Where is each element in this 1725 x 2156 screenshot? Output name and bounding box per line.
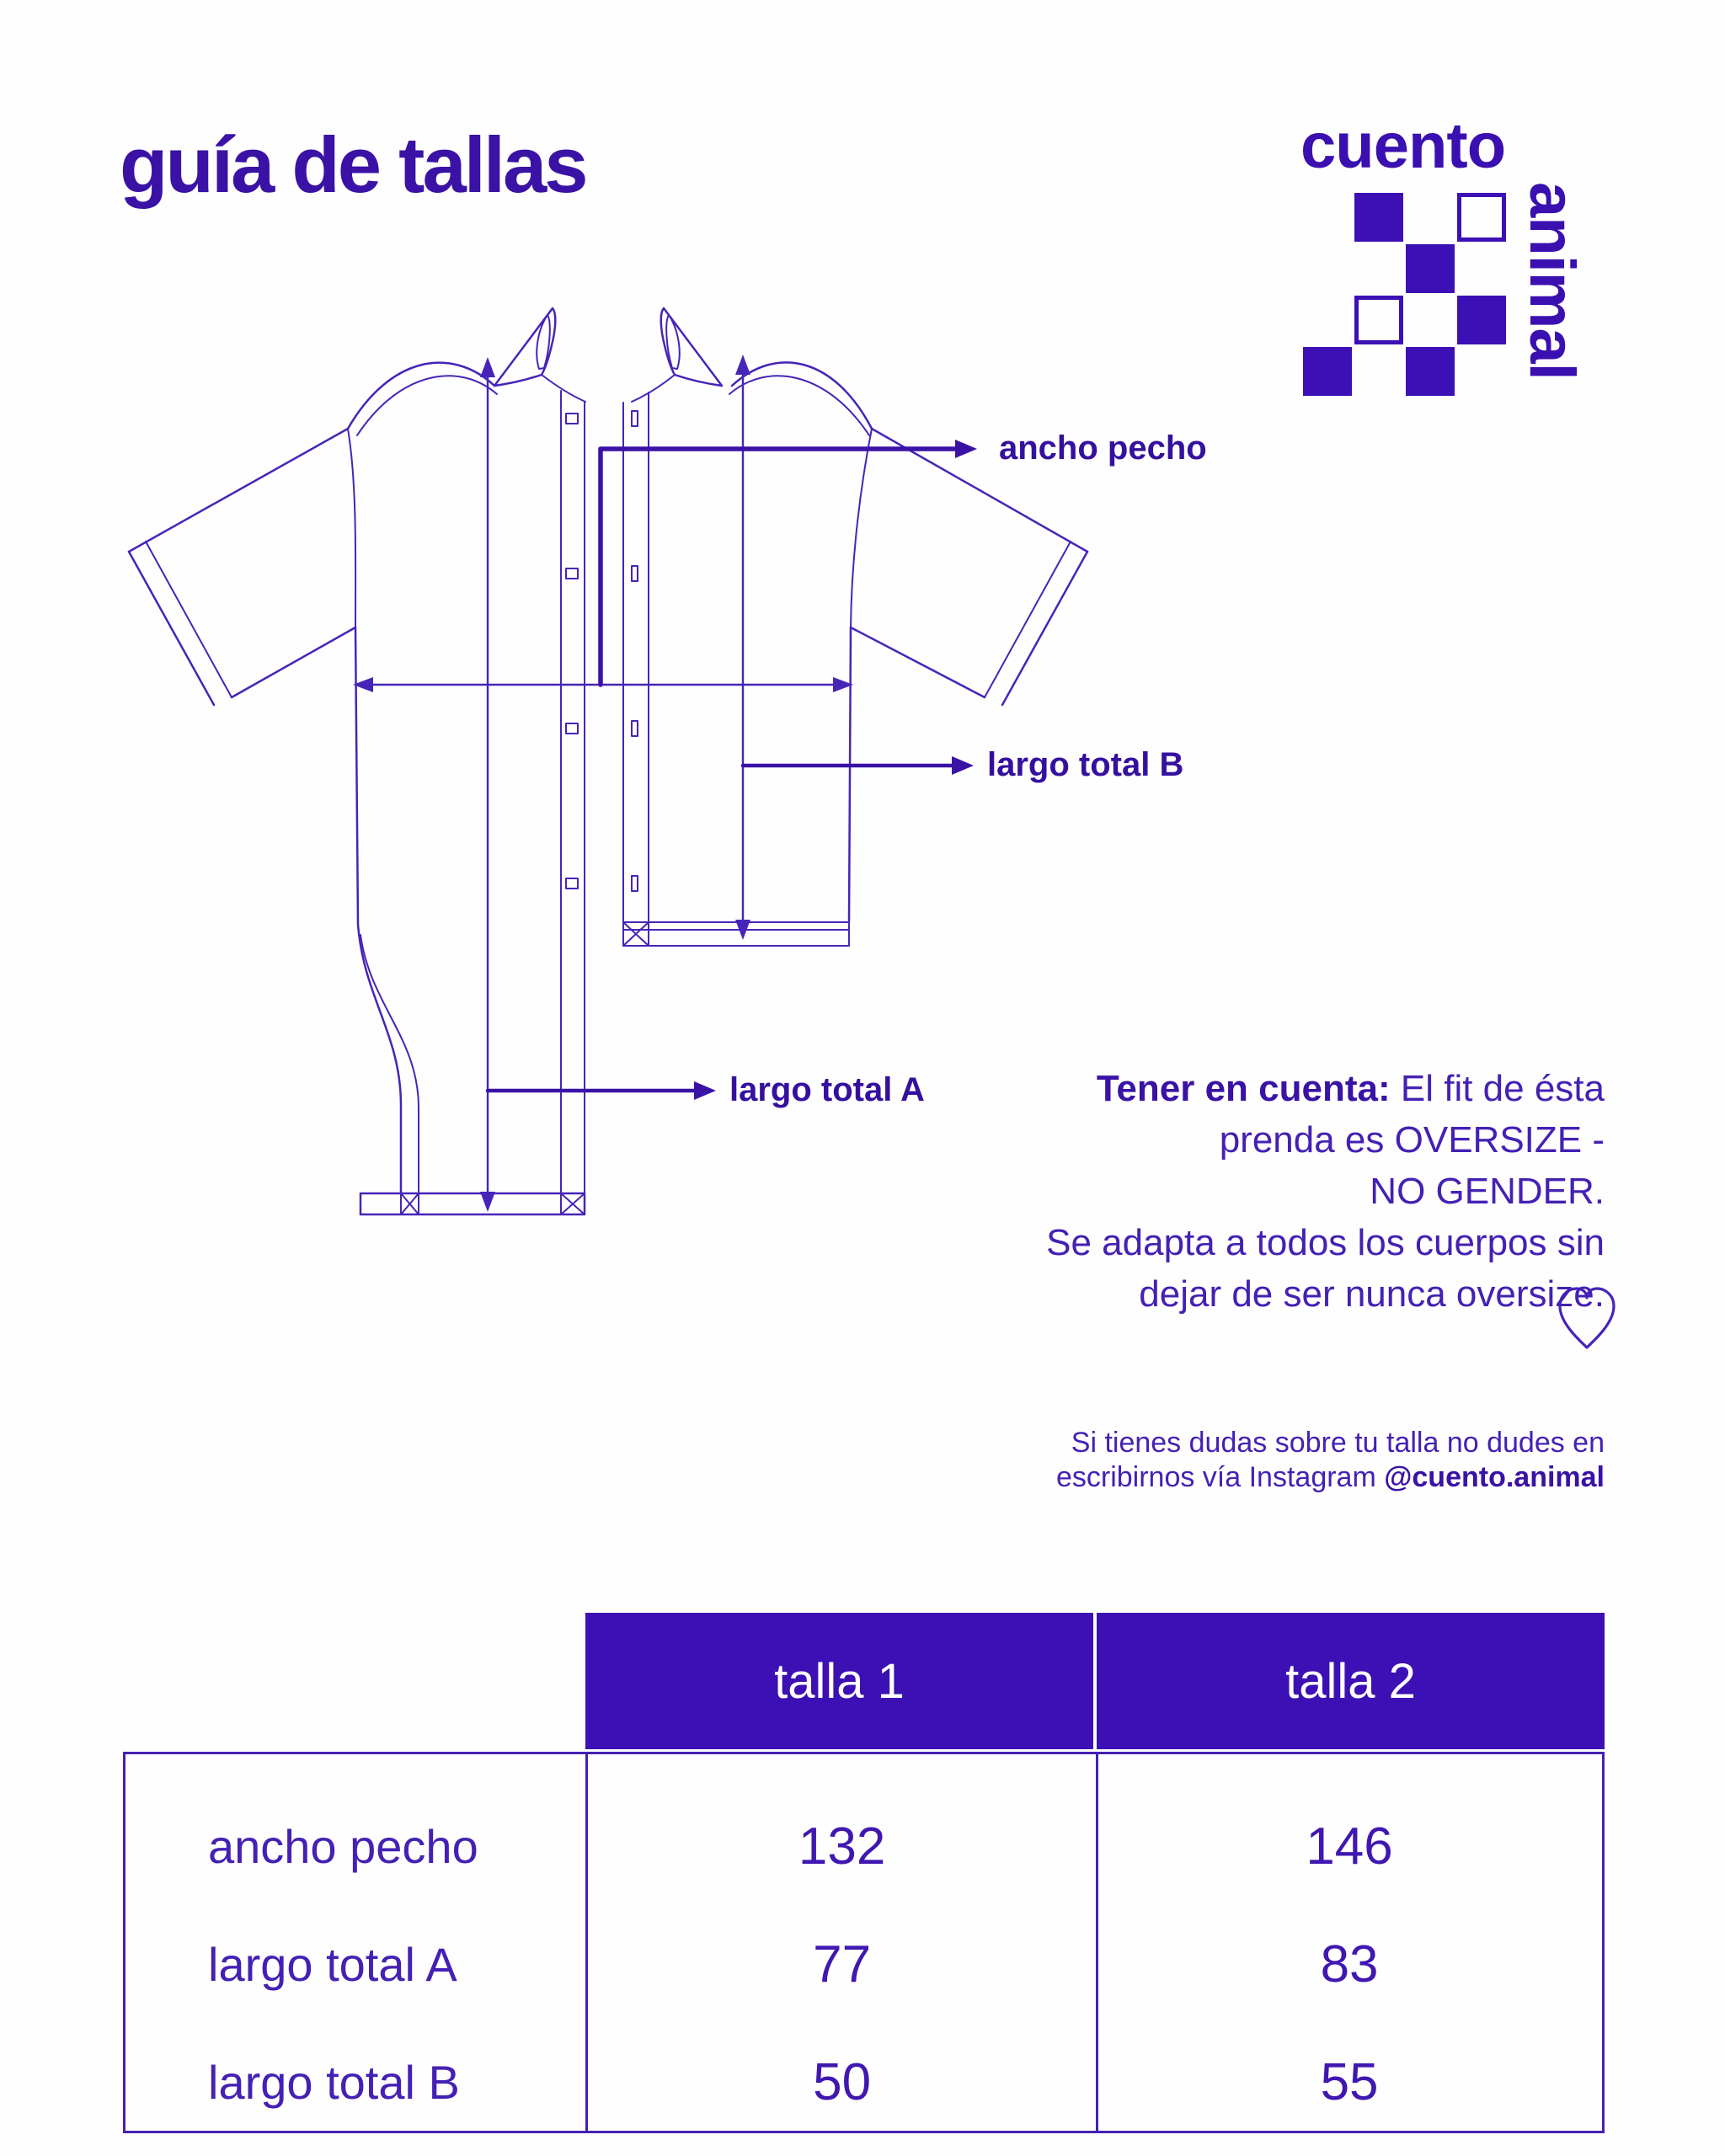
contact-line [927, 1460, 1605, 1495]
row-value-talla1: 132 [798, 1817, 886, 1876]
logo-square-filled [1303, 347, 1352, 396]
table-row [126, 2044, 1602, 2120]
page-title: guía de tallas [120, 120, 586, 209]
note-line: dejar de ser nunca oversize. [1139, 1273, 1605, 1315]
note-line: NO GENDER. [1370, 1171, 1605, 1212]
note-line: Se adapta a todos los cuerpos sin [1046, 1222, 1605, 1263]
shirt-left-panel [129, 308, 585, 1214]
buttonhole-icons [632, 411, 638, 891]
button-icons [566, 414, 578, 889]
table-body [123, 1752, 1605, 2133]
table-row [126, 1926, 1602, 2002]
logo-square-filled [1354, 193, 1403, 242]
row-label: ancho pecho [208, 1819, 478, 1873]
row-value-talla1: 77 [813, 1935, 872, 1993]
instagram-handle[interactable]: @cuento.animal [1384, 1461, 1605, 1493]
row-value-talla2: 146 [1306, 1817, 1393, 1876]
logo-square-outline [1354, 296, 1403, 344]
logo-square-outline [1457, 193, 1506, 242]
row-label: largo total B [208, 2055, 460, 2109]
row-value-talla2: 55 [1320, 2052, 1379, 2111]
diagram-label-largo-total-a: largo total A [729, 1071, 925, 1108]
diagram-label-ancho-pecho: ancho pecho [999, 430, 1207, 467]
note-block [927, 1063, 1605, 1320]
logo-square-filled [1406, 244, 1455, 293]
note-line [927, 1063, 1605, 1114]
contact-line2-prefix: escribirnos vía Instagram [1055, 1461, 1385, 1493]
contact-line: Si tienes dudas sobre tu talla no dudes en [1071, 1427, 1605, 1459]
note-intro-bold: Tener en cuenta: [1096, 1068, 1391, 1109]
logo-wordmark-animal: animal [1516, 182, 1588, 380]
logo-wordmark-cuento: cuento [1300, 110, 1506, 182]
diagram-label-largo-total-b: largo total B [987, 746, 1184, 783]
table-row [126, 1808, 1602, 1884]
row-value-talla2: 83 [1320, 1935, 1379, 1993]
row-value-talla1: 50 [813, 2052, 872, 2111]
note-intro-rest: El fit de ésta [1390, 1068, 1605, 1109]
logo-square-filled [1406, 347, 1455, 396]
note-line: prenda es OVERSIZE - [1219, 1119, 1605, 1161]
table-header [585, 1613, 1605, 1749]
logo-square-filled [1457, 296, 1506, 344]
header-cell-talla-2: talla 2 [1285, 1653, 1416, 1709]
header-cell-talla-1: talla 1 [774, 1653, 905, 1709]
shirt-right-panel [623, 308, 1087, 946]
contact-block [927, 1426, 1605, 1495]
row-label: largo total A [208, 1937, 457, 1991]
logo-grid [1303, 193, 1509, 399]
